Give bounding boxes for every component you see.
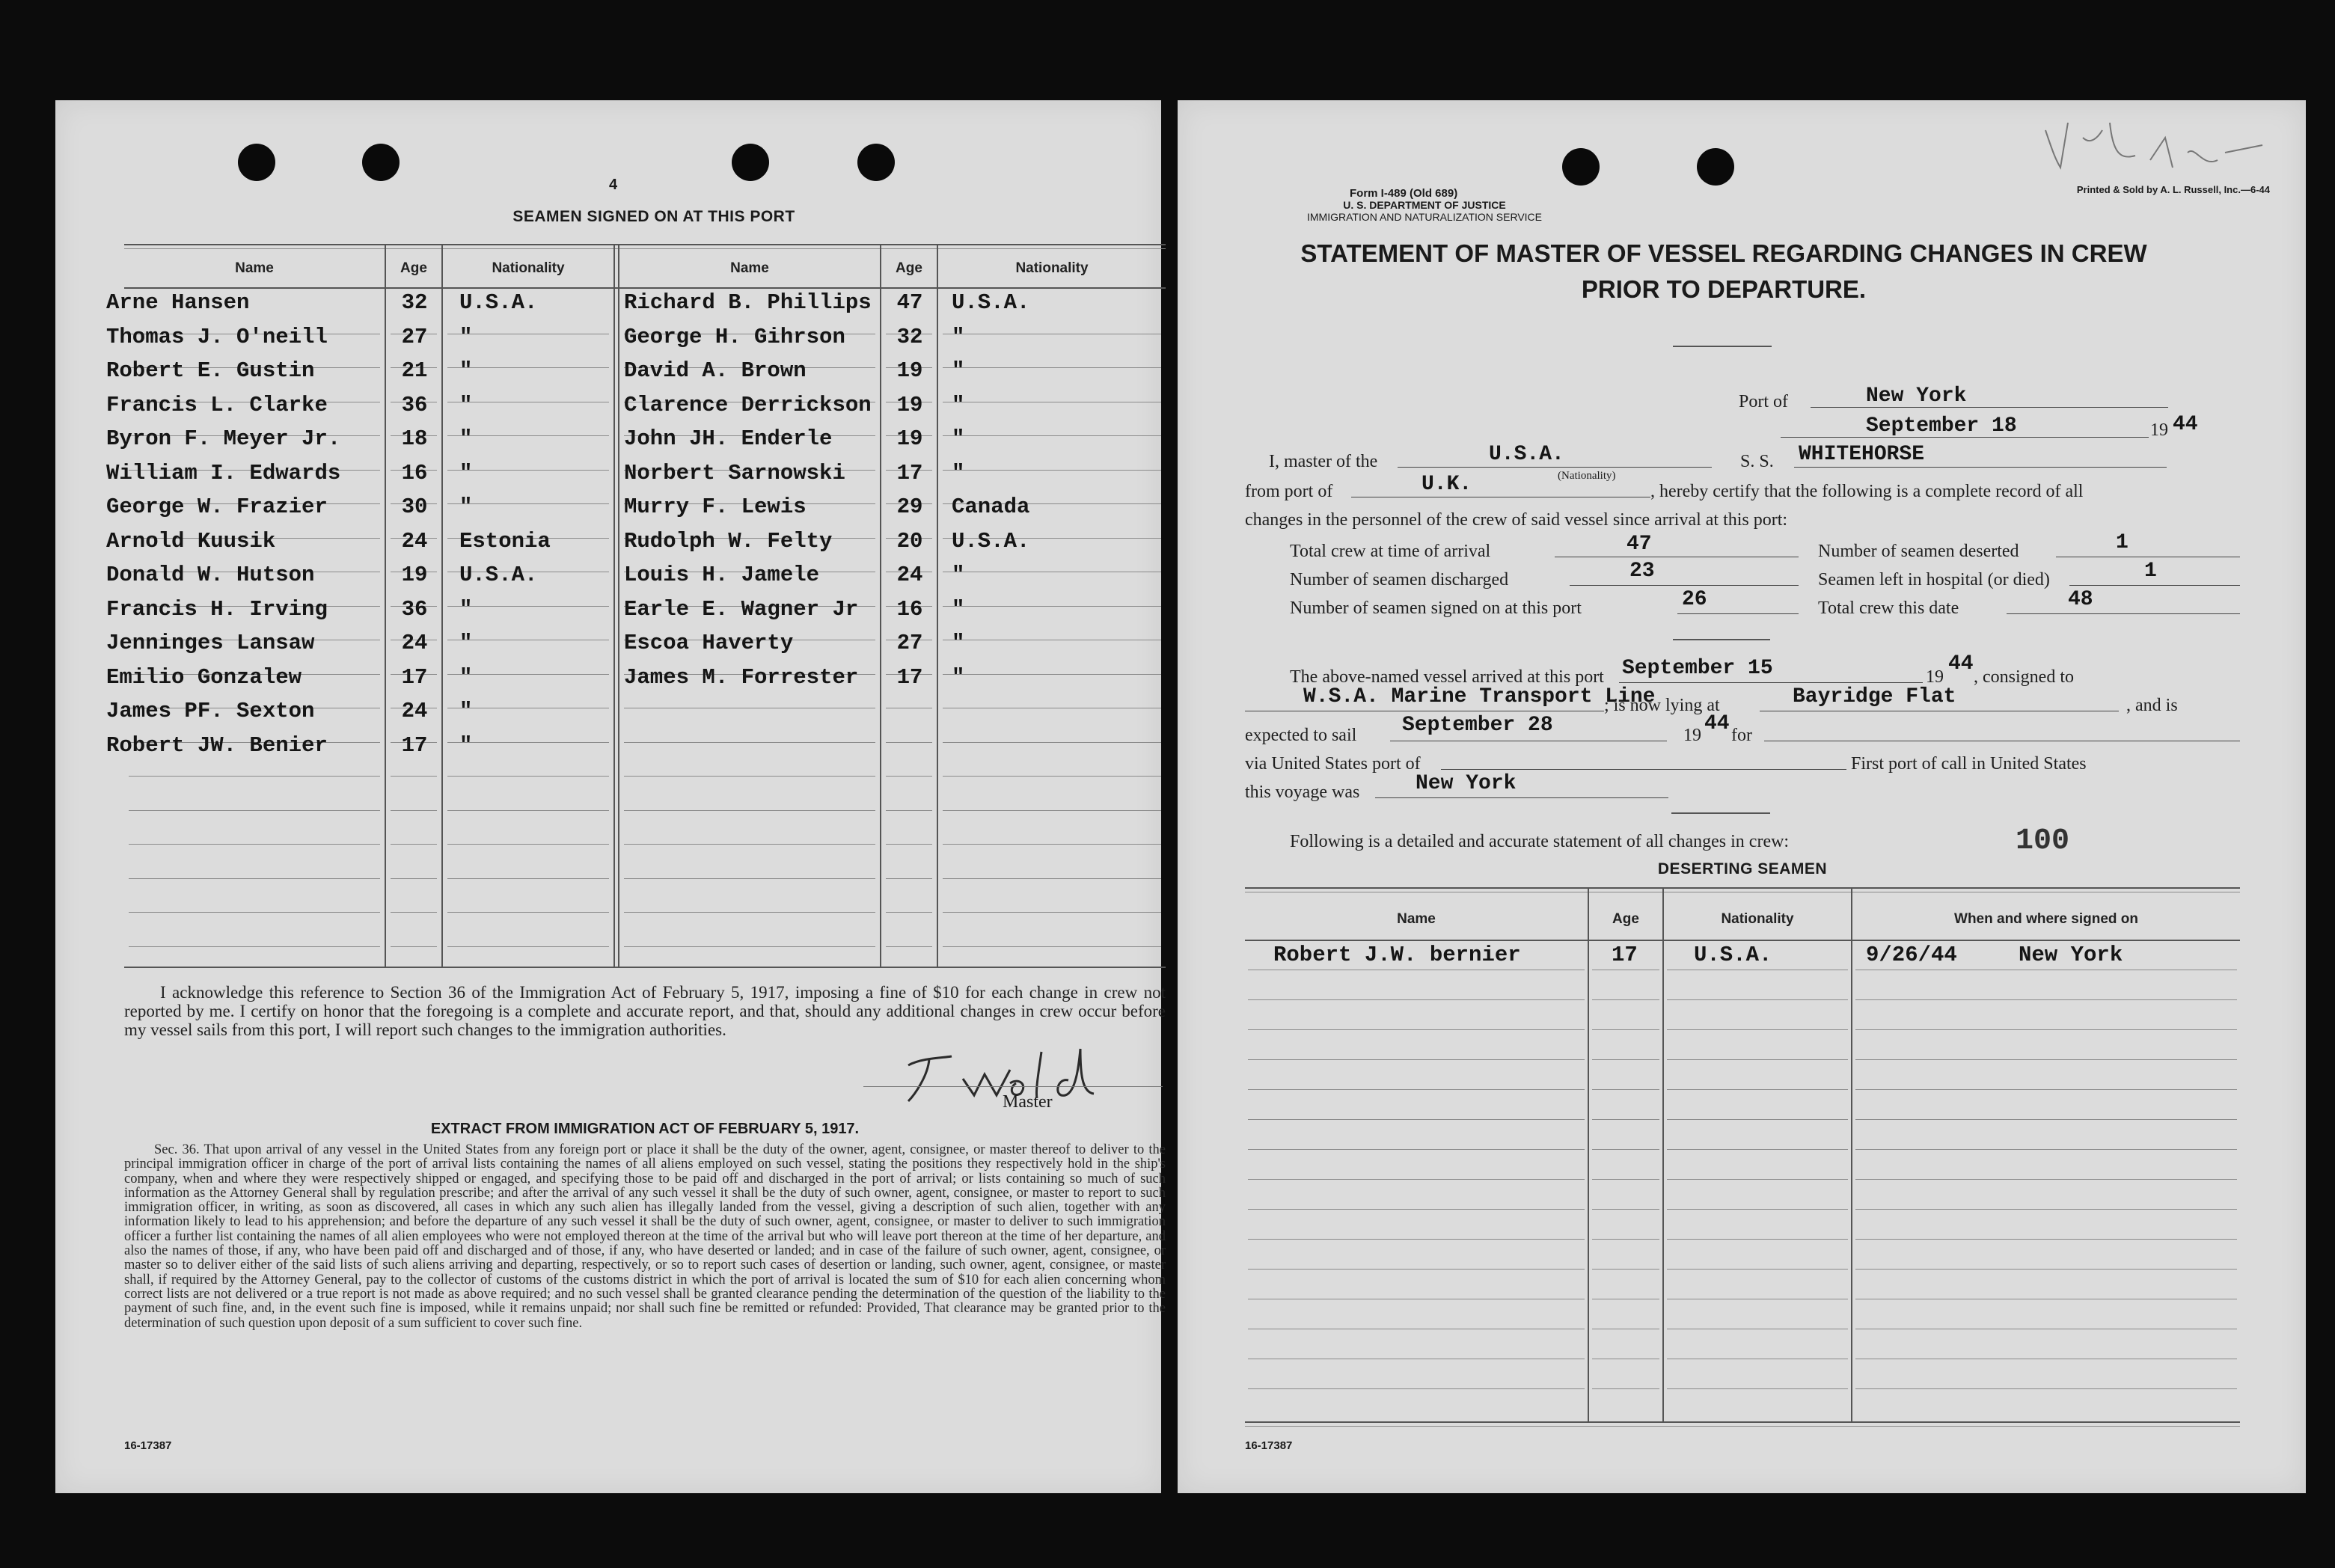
row-rule [1667, 1179, 1848, 1180]
col-header-name: Name [1397, 911, 1436, 927]
from-port-value: U.K. [1421, 473, 1472, 496]
discharged-value: 23 [1629, 560, 1655, 583]
name-cell: Rudolph W. Felty [624, 528, 833, 554]
row-rule [1592, 1388, 1659, 1389]
col-header-nationality: Nationality [492, 260, 565, 276]
ship-line [1794, 467, 2167, 468]
name-cell: Robert J.W. bernier [1273, 943, 1521, 967]
nationality-cell: " [952, 460, 965, 486]
nationality-cell: U.S.A. [952, 528, 1030, 554]
nationality-cell: " [459, 699, 473, 723]
form-number: 16-17387 [124, 1439, 172, 1452]
row-rule [1667, 999, 1848, 1000]
row-rule [943, 742, 1161, 743]
nationality-cell: " [459, 732, 473, 758]
row-rule [1592, 1209, 1659, 1210]
col-divider-center [613, 244, 615, 968]
col-header-age: Age [400, 260, 427, 276]
right-page [1178, 100, 2306, 1493]
nationality-cell: U.S.A. [459, 290, 538, 315]
name-cell: David A. Brown [624, 358, 807, 383]
col-divider [880, 244, 881, 968]
row-rule [1667, 1089, 1848, 1090]
deserting-header-rule [1245, 940, 2240, 941]
row-rule [391, 946, 437, 947]
expected-year-prefix: 19 [1683, 726, 1701, 745]
row-rule [624, 776, 875, 777]
col-divider [441, 244, 443, 968]
deserting-table-top [1245, 887, 2240, 889]
row-rule [1248, 1149, 1585, 1150]
first-port-label: First port of call in United States [1851, 754, 2087, 774]
port-line [1811, 407, 2168, 408]
age-cell: 17 [1612, 943, 1638, 967]
row-rule [447, 776, 609, 777]
hospital-line [2069, 585, 2240, 586]
deserting-title: DESERTING SEAMEN [1657, 860, 1828, 878]
name-cell: Donald W. Hutson [106, 563, 315, 587]
signature-caption: Master [1003, 1092, 1053, 1112]
nationality-cell: " [459, 358, 473, 383]
via-line [1441, 769, 1846, 770]
row-rule [1248, 1059, 1585, 1060]
nationality-cell: " [459, 392, 473, 417]
and-is-label: , and is [2126, 696, 2178, 715]
row-rule [1592, 1239, 1659, 1240]
arrived-label: The above-named vessel arrived at this port [1290, 667, 1604, 687]
row-rule [1667, 1029, 1848, 1030]
row-rule [1592, 999, 1659, 1000]
punch-hole [732, 144, 769, 181]
age-cell: 20 [896, 528, 923, 554]
row-rule [1592, 1269, 1659, 1270]
name-cell: Robert E. Gustin [106, 358, 315, 383]
page-number: 4 [609, 177, 618, 193]
row-rule [129, 844, 380, 845]
col-divider [937, 244, 938, 968]
row-rule [391, 810, 437, 811]
nationality-cell: " [459, 494, 473, 519]
name-cell: Emilio Gonzalew [106, 664, 302, 690]
row-rule [943, 946, 1161, 947]
voyage-line [1375, 797, 1668, 798]
row-rule [129, 912, 380, 913]
col-divider [385, 244, 386, 968]
row-rule [624, 878, 875, 879]
name-cell: George W. Frazier [106, 494, 328, 519]
department: U. S. DEPARTMENT OF JUSTICE [1343, 199, 1506, 211]
row-rule [1248, 1029, 1585, 1030]
form-number: 16-17387 [1245, 1439, 1293, 1452]
row-rule [943, 912, 1161, 913]
age-cell: 16 [401, 460, 428, 486]
row-rule [1855, 1029, 2237, 1030]
nationality-cell: " [952, 426, 965, 451]
name-cell: Byron F. Meyer Jr. [106, 426, 341, 451]
name-cell: Richard B. Phillips [624, 290, 872, 315]
row-rule [886, 912, 932, 913]
age-cell: 47 [896, 290, 923, 315]
col-divider [1588, 887, 1589, 1423]
nationality-cell: " [952, 664, 965, 690]
nationality-cell: " [459, 664, 473, 690]
row-rule [1667, 1149, 1848, 1150]
name-cell: George H. Gihrson [624, 324, 845, 349]
age-cell: 36 [401, 596, 428, 622]
left-page [55, 100, 1166, 1493]
row-rule [1855, 1209, 2237, 1210]
name-cell: Murry F. Lewis [624, 494, 807, 519]
row-rule [1667, 1059, 1848, 1060]
deserting-table-bottom [1245, 1421, 2240, 1423]
deserted-label: Number of seamen deserted [1818, 542, 2019, 561]
nationality-cell: " [459, 460, 473, 486]
age-cell: 24 [401, 631, 428, 655]
row-rule [943, 470, 1161, 471]
age-cell: 17 [896, 664, 923, 690]
printer-credit: Printed & Sold by A. L. Russell, Inc.—6-44 [2076, 184, 2270, 195]
row-rule [943, 606, 1161, 607]
age-cell: 19 [401, 563, 428, 587]
age-cell: 17 [401, 664, 428, 690]
table-top-rule-inner [124, 248, 1166, 249]
age-cell: 17 [401, 732, 428, 758]
row-rule [943, 810, 1161, 811]
name-cell: John JH. Enderle [624, 426, 833, 451]
row-rule [1248, 999, 1585, 1000]
row-rule [447, 810, 609, 811]
service: IMMIGRATION AND NATURALIZATION SERVICE [1307, 211, 1542, 223]
col-divider-center [618, 244, 619, 968]
age-cell: 24 [896, 563, 923, 587]
total-crew-arrival: 47 [1626, 533, 1652, 556]
stamp-number: 100 [2016, 824, 2070, 858]
nationality-cell: U.S.A. [952, 290, 1030, 315]
row-rule [1248, 1239, 1585, 1240]
row-rule [1592, 1089, 1659, 1090]
deserting-table-bottom-inner [1245, 1426, 2240, 1427]
row-rule [1592, 1179, 1659, 1180]
extract-text: Sec. 36. That upon arrival of any vessel in the United States from any foreign port or place it shall be the duty of the owner, agent, consignee, or master thereof to deliver to the principal immigration officer in charge of the port of arrival lists containing the names of all aliens employed on such vessel, stating the positions they respectively hold in the ship's company, when and where they were respectively shipped or engaged, and specifying those to be paid off and discharged in the port of arrival; or lists containing so much of such information as the Attorney General shall by regulation prescribe; and after the arrival of any such vessel it shall be the duty of such owner, agent, consignee, or master to report to such immigration officer, in writing, as soon as discovered, all cases in which any such alien has illegally landed from the vessel, giving a description of such alien, together with any information likely to lead to his apprehension; and before the departure of any such vessel it shall be the duty of such owner, agent, consignee, or master to deliver to such immigration officer a further list containing the names of all alien employees who were not employed thereon at the time of the arrival but who will leave port thereon at the time of her departure, and also the names of those, if any, who have been paid off and discharged and of those, if any, who have deserted or landed; and in case of the failure of such owner, agent, consignee, or master so to deliver either of the said lists of such aliens arriving and departing, respectively, or so to report such cases of desertion or landing, such owner, agent, consignee, or master shall, if required by the Attorney General, pay to the collector of customs of the customs district in which the port of arrival is located the sum of $10 for each alien concerning whom correct lists are not delivered or a true report is not made as above required; and no such vessel shall be granted clearance pending the determination of the question of the liability to the payment of such fine, and, in the event such fine is imposed, while it remains unpaid; nor shall such fine be remitted or refunded: Provided, That clearance may be granted prior to the determination of such question upon deposit of a sum sufficient to cover such fine. [124, 1142, 1166, 1331]
expected-label: expected to sail [1245, 726, 1357, 745]
row-rule [886, 878, 932, 879]
row-rule [391, 878, 437, 879]
nationality-cell: " [459, 596, 473, 622]
title-rule [1673, 346, 1772, 347]
name-cell: Escoa Haverty [624, 631, 794, 655]
col-header-nationality: Nationality [1015, 260, 1089, 276]
col-header-age: Age [896, 260, 922, 276]
form-title-line1: STATEMENT OF MASTER OF VESSEL REGARDING CHANGES IN CREW [1300, 239, 2147, 267]
hospital-label: Seamen left in hospital (or died) [1818, 570, 2050, 589]
name-cell: Jenninges Lansaw [106, 631, 315, 655]
name-cell: Clarence Derrickson [624, 392, 872, 417]
col-header-when-where: When and where signed on [1954, 911, 2138, 927]
row-rule [943, 844, 1161, 845]
master-label: I, master of the [1269, 452, 1378, 471]
consignee: W.S.A. Marine Transport Line [1303, 685, 1656, 708]
row-rule [391, 844, 437, 845]
signed-on-label: Number of seamen signed on at this port [1290, 598, 1582, 618]
name-cell: Earle E. Wagner Jr [624, 596, 859, 622]
col-header-age: Age [1612, 911, 1639, 927]
row-rule [1855, 1179, 2237, 1180]
row-rule [1855, 1149, 2237, 1150]
row-rule [1855, 1119, 2237, 1120]
punch-hole [362, 144, 400, 181]
row-rule [447, 878, 609, 879]
row-rule [886, 776, 932, 777]
age-cell: 30 [401, 494, 428, 519]
row-rule [1667, 1269, 1848, 1270]
row-rule [943, 367, 1161, 368]
nationality-cell: Canada [952, 494, 1030, 519]
age-cell: 32 [401, 290, 428, 315]
age-cell: 27 [896, 631, 923, 655]
row-rule [1855, 1239, 2237, 1240]
row-rule [1667, 1119, 1848, 1120]
name-cell: Robert JW. Benier [106, 732, 328, 758]
row-rule [1248, 1119, 1585, 1120]
row-rule [943, 878, 1161, 879]
row-rule [1855, 1269, 2237, 1270]
total-crew-date-label: Total crew this date [1818, 598, 1959, 618]
nationality-cell: " [952, 631, 965, 655]
row-rule [1248, 1269, 1585, 1270]
age-cell: 18 [401, 426, 428, 451]
row-rule [1855, 1089, 2237, 1090]
year-value: 44 [2173, 413, 2198, 436]
nationality-cell: " [459, 426, 473, 451]
row-rule [1855, 999, 2237, 1000]
expected-date: September 28 [1402, 714, 1553, 737]
row-rule [943, 776, 1161, 777]
section-rule [1671, 812, 1770, 814]
for-label: for [1731, 726, 1752, 745]
col-header-name: Name [235, 260, 274, 276]
nationality-cell: " [952, 563, 965, 587]
following-text: Following is a detailed and accurate statement of all changes in crew: [1290, 832, 1790, 851]
age-cell: 19 [896, 392, 923, 417]
name-cell: Norbert Sarnowski [624, 460, 845, 486]
age-cell: 24 [401, 528, 428, 554]
row-rule [886, 946, 932, 947]
row-rule [1592, 1059, 1659, 1060]
name-cell: James M. Forrester [624, 664, 859, 690]
ship-name: WHITEHORSE [1799, 443, 1925, 466]
row-rule [943, 674, 1161, 675]
voyage-label: this voyage was [1245, 783, 1360, 802]
age-cell: 36 [401, 392, 428, 417]
row-rule [1592, 1029, 1659, 1030]
nationality-line [1398, 467, 1712, 468]
nationality-cell: " [952, 392, 965, 417]
nationality-cell: " [952, 596, 965, 622]
name-cell: Louis H. Jamele [624, 563, 820, 587]
row-rule [1248, 1209, 1585, 1210]
row-rule [1855, 1059, 2237, 1060]
consigned-label: , consigned to [1974, 667, 2074, 687]
row-rule [391, 776, 437, 777]
age-cell: 19 [896, 426, 923, 451]
signed-on-line [1677, 613, 1799, 614]
table-header-rule [124, 287, 1166, 289]
age-cell: 27 [401, 324, 428, 349]
signed-place-cell: New York [2019, 943, 2123, 967]
total-crew-date-line [2007, 613, 2240, 614]
from-port-label: from port of [1245, 482, 1333, 501]
voyage-value: New York [1416, 772, 1517, 795]
nationality-cell: " [952, 324, 965, 349]
row-rule [1667, 1209, 1848, 1210]
arrived-date: September 15 [1622, 657, 1773, 680]
row-rule [1667, 1388, 1848, 1389]
age-cell: 16 [896, 596, 923, 622]
row-rule [1855, 1388, 2237, 1389]
nationality-cell: " [459, 324, 473, 349]
col-header-nationality: Nationality [1721, 911, 1794, 927]
hospital-value: 1 [2144, 560, 2157, 583]
row-rule [624, 844, 875, 845]
nationality-cell: U.S.A. [1694, 943, 1772, 967]
name-cell: William I. Edwards [106, 460, 341, 486]
name-cell: Arne Hansen [106, 290, 250, 315]
punch-hole [238, 144, 275, 181]
form-id: Form I-489 (Old 689) [1350, 187, 1458, 200]
total-crew-arrival-label: Total crew at time of arrival [1290, 542, 1491, 561]
signed-date-cell: 9/26/44 [1866, 943, 1957, 967]
year-prefix: 19 [2150, 420, 2168, 440]
row-rule [129, 878, 380, 879]
arrived-year: 44 [1948, 652, 1974, 676]
total-crew-date: 48 [2068, 588, 2093, 611]
discharged-label: Number of seamen discharged [1290, 570, 1509, 589]
row-rule [129, 810, 380, 811]
port-value: New York [1866, 385, 1967, 408]
age-cell: 29 [896, 494, 923, 519]
name-cell: Thomas J. O'neill [106, 324, 328, 349]
row-rule [624, 946, 875, 947]
row-rule [886, 742, 932, 743]
section-rule [1673, 639, 1770, 640]
section-title: SEAMEN SIGNED ON AT THIS PORT [512, 208, 795, 225]
row-rule [1667, 1239, 1848, 1240]
age-cell: 19 [896, 358, 923, 383]
row-rule [129, 776, 380, 777]
row-rule [1592, 1149, 1659, 1150]
certify-text: , hereby certify that the following is a complete record of all [1650, 482, 2084, 501]
row-rule [447, 912, 609, 913]
name-cell: Francis H. Irving [106, 596, 328, 622]
extract-title: EXTRACT FROM IMMIGRATION ACT OF FEBRUARY 5, 1917. [430, 1121, 860, 1137]
signature-line [863, 1086, 1163, 1087]
row-rule [886, 844, 932, 845]
row-rule [624, 742, 875, 743]
age-cell: 17 [896, 460, 923, 486]
acknowledgment-text: I acknowledge this reference to Section 36 of the Immigration Act of February 5, 1917, imposing a fine of $10 for each change in crew not reported by me. I certify on honor that the foregoing is a complete and accurate report, and that, should any additional changes in crew occur before my vessel sails from this port, I will report such changes to the immigration authorities. [124, 983, 1166, 1039]
row-rule [447, 844, 609, 845]
row-rule [943, 435, 1161, 436]
col-divider [1662, 887, 1664, 1423]
row-rule [1592, 1119, 1659, 1120]
form-title-line2: PRIOR TO DEPARTURE. [1581, 275, 1867, 303]
name-cell: Arnold Kuusik [106, 528, 276, 554]
row-rule [447, 946, 609, 947]
signed-on-value: 26 [1682, 588, 1707, 611]
via-label: via United States port of [1245, 754, 1421, 774]
punch-hole [1697, 148, 1734, 186]
row-rule [886, 810, 932, 811]
date-value: September 18 [1866, 414, 2017, 438]
row-rule [624, 912, 875, 913]
age-cell: 24 [401, 699, 428, 723]
row-rule [1248, 1179, 1585, 1180]
port-label: Port of [1739, 392, 1788, 411]
row-rule [1248, 1388, 1585, 1389]
arrived-year-prefix: 19 [1926, 667, 1944, 687]
nationality-caption: (Nationality) [1558, 470, 1616, 482]
discharged-line [1570, 585, 1799, 586]
row-rule [1248, 1089, 1585, 1090]
row-rule [391, 912, 437, 913]
col-header-name: Name [730, 260, 769, 276]
age-cell: 32 [896, 324, 923, 349]
deserted-value: 1 [2116, 531, 2129, 554]
punch-hole [857, 144, 895, 181]
name-cell: Francis L. Clarke [106, 392, 328, 417]
table-bottom-rule [124, 967, 1166, 968]
name-cell: James PF. Sexton [106, 699, 315, 723]
nationality-cell: U.S.A. [459, 563, 538, 587]
punch-hole [1562, 148, 1600, 186]
row-rule [624, 810, 875, 811]
arrived-line [1619, 682, 1923, 683]
expected-year: 44 [1704, 712, 1730, 735]
nationality-cell: " [459, 631, 473, 655]
lying-at: Bayridge Flat [1793, 685, 1956, 708]
age-cell: 21 [401, 358, 428, 383]
row-rule [129, 946, 380, 947]
vessel-nationality: U.S.A. [1489, 443, 1564, 466]
table-top-rule [124, 244, 1166, 245]
nationality-cell: " [952, 358, 965, 383]
col-divider [1851, 887, 1852, 1423]
lying-label: ; is now lying at [1604, 696, 1720, 715]
changes-text: changes in the personnel of the crew of said vessel since arrival at this port: [1245, 510, 1788, 530]
ss-label: S. S. [1740, 452, 1774, 471]
nationality-cell: Estonia [459, 528, 551, 554]
